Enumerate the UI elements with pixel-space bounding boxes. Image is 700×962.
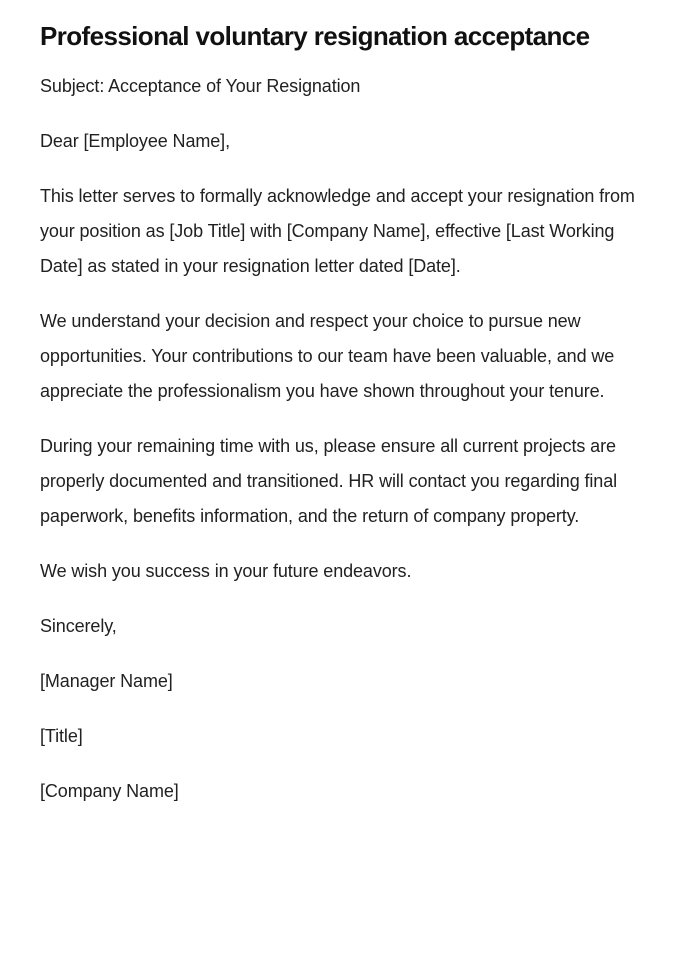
signature-title: [Title]	[40, 726, 83, 746]
page-title: Professional voluntary resignation acceptance	[40, 21, 590, 51]
body-paragraph-acknowledgement: This letter serves to formally acknowledge and accept your resignation from your position as [Job Title] with [Company Name], effective [Last Working Date] as stated in your resignation letter dated [Date].	[40, 186, 635, 276]
salutation: Dear [Employee Name],	[40, 131, 230, 151]
body-paragraph-transition: During your remaining time with us, please ensure all current projects are properly documented and transitioned. HR will contact you regarding final paperwork, benefits information, and the return of company property.	[40, 436, 618, 526]
signature-manager-name: [Manager Name]	[40, 671, 173, 691]
subject-line: Subject: Acceptance of Your Resignation	[40, 76, 361, 96]
closing: Sincerely,	[40, 616, 117, 636]
signature-company-name: [Company Name]	[40, 781, 179, 801]
body-paragraph-wishes: We wish you success in your future endeavors.	[40, 561, 412, 581]
body-paragraph-appreciation: We understand your decision and respect your choice to pursue new opportunities. Your contributions to our team have been valuable, and we appreciate the professionalism you have shown throughout your tenure.	[40, 311, 615, 401]
